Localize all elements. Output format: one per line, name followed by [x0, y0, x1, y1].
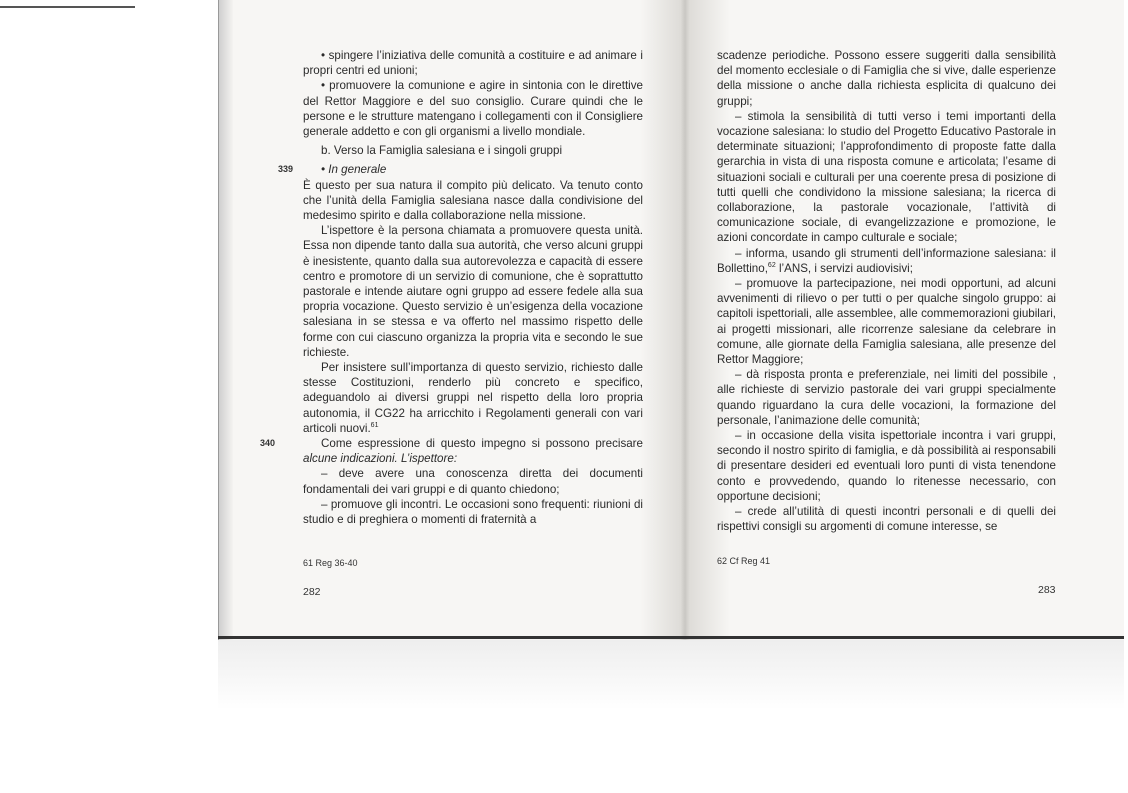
page-number-left: 282: [303, 586, 321, 598]
page-number-right: 283: [1038, 584, 1056, 596]
footnote-left: 61 Reg 36-40: [303, 558, 358, 568]
margin-number-339: 339: [278, 164, 294, 175]
paragraph: – dà risposta pronta e preferenziale, nei limiti del possibile , alle richieste di servizio pastorale dei vari gruppi specialmente quando riguardano la cura delle vocazioni, la formazione del personale, l’animazione delle comunità;: [717, 368, 1056, 427]
paragraph: [717, 246, 1056, 276]
bullet-heading-text: • In generale: [321, 163, 387, 177]
paragraph-text: Per insistere sull’importanza di questo servizio, richiesto dalle stesse Costituzioni, renderlo più concreto e specifico, adeguandolo ai diversi gruppi nel rispetto della loro propria autonomia, il CG22 ha arricchito i Regolamenti generali con vari articoli nuovi.: [303, 361, 643, 435]
paragraph: – stimola la sensibilità di tutti verso i temi importanti della vocazione salesiana: lo studio del Progetto Educativo Pastorale in determinate situazioni; l’approfondimento di proposte fatte dalla gerarchia in vista di una risposta comune e articolata; l’esame di situazioni sociali e culturali per una coerente presa di posizione di tutti quelli che condividono la missione salesiana; la ricerca di collaborazione, la pastorale vocazionale, l’attività di comunicazione sociale, di evangelizzazione e promozione, le azioni concordate in campo culturale e sociale;: [717, 109, 1056, 245]
footnote-right: 62 Cf Reg 41: [717, 556, 771, 566]
paragraph: – promuove gli incontri. Le occasioni sono frequenti: riunioni di studio e di preghiera o momenti di fraternità a: [303, 497, 643, 527]
left-page: [260, 48, 643, 527]
paragraph-text: Come espressione di questo impegno si possono precisare: [321, 437, 643, 451]
paragraph: [303, 360, 643, 436]
italic-text: alcune indicazioni. L’ispettore:: [303, 452, 458, 466]
footnote-ref: 62: [767, 261, 776, 269]
paragraph: [260, 436, 643, 466]
bullet-heading: [278, 162, 643, 177]
paragraph: • promuovere la comunione e agire in sintonia con le direttive del Rettor Maggiore e del suo consiglio. Curare quindi che le persone e le strutture matengano i collegamenti con il Consigliere generale addetto e con gli organismi a livello mondiale.: [303, 79, 643, 139]
paragraph: • spingere l’iniziativa delle comunità a costituire e ad animare i propri centri ed unioni;: [303, 49, 643, 78]
paragraph: – deve avere una conoscenza diretta dei documenti fondamentali dei vari gruppi e di quanto chiedono;: [303, 467, 643, 496]
paragraph: scadenze periodiche. Possono essere suggeriti dalla sensibilità del momento ecclesiale o di Famiglia che si vive, dalle esperienze della missione o anche dalla richiesta esplicita di qualcuno dei gruppi;: [717, 49, 1056, 108]
footnote-ref: 61: [370, 422, 379, 430]
section-subheading: b. Verso la Famiglia salesiana e i singoli gruppi: [321, 144, 563, 158]
paragraph: – in occasione della visita ispettoriale incontra i vari gruppi, secondo il nostro spirito di famiglia, e dà possibilità ai responsabili di presentare desideri ed eventuali loro punti di vista tenendone conto e provvedendo, quando lo ritenesse necessario, con opportune decisioni;: [717, 429, 1056, 503]
right-page: [717, 48, 1056, 535]
scan-shadow: [218, 640, 1124, 710]
book-bottom-edge: [218, 636, 1124, 639]
book-page-edges: [218, 0, 233, 640]
paragraph-text: – informa, usando gli strumenti dell’informazione salesiana: il Bollettino,: [717, 246, 1056, 275]
paragraph: È questo per sua natura il compito più delicato. Va tenuto conto che l’unità della Famiglia salesiana nasce dalla condivisione del medesimo spirito e dalla collaborazione nella missione.: [303, 178, 643, 223]
paragraph: L’ispettore è la persona chiamata a promuovere questa unità. Essa non dipende tanto dalla sua autorità, che verso alcuni gruppi è inesistente, quanto dalla sua autorevolezza e capacità di essere centro e promotore di un servizio di comunione, che è soprattutto pastorale e intende aiutare ogni gruppo ad essere fedele alla sua propria vocazione. Questo servizio è un’esigenza della vocazione salesiana in se stessa e va offerto nel massimo rispetto delle forme con cui ciascuno organizza la propria vita e secondo le sue richieste.: [303, 224, 643, 359]
paragraph: – crede all’utilità di questi incontri personali e di quelli dei rispettivi consigli su argomenti di comune interesse, se: [717, 505, 1056, 534]
margin-number-340: 340: [260, 438, 276, 449]
paragraph: – promuove la partecipazione, nei modi opportuni, ad alcuni avvenimenti di rilievo o per tutti o per qualche singolo gruppo: ai capitoli ispettoriali, alle assemblee, alle commemorazioni giubilari, ai progetti missionari, alle ricorrenze salesiane da celebrare in comune, alle giornate della Famiglia salesiana, alle presenze del Rettor Maggiore;: [717, 277, 1056, 367]
paragraph-text: l’ANS, i servizi audiovisivi;: [775, 261, 913, 275]
scan-edge-line: [0, 6, 135, 8]
